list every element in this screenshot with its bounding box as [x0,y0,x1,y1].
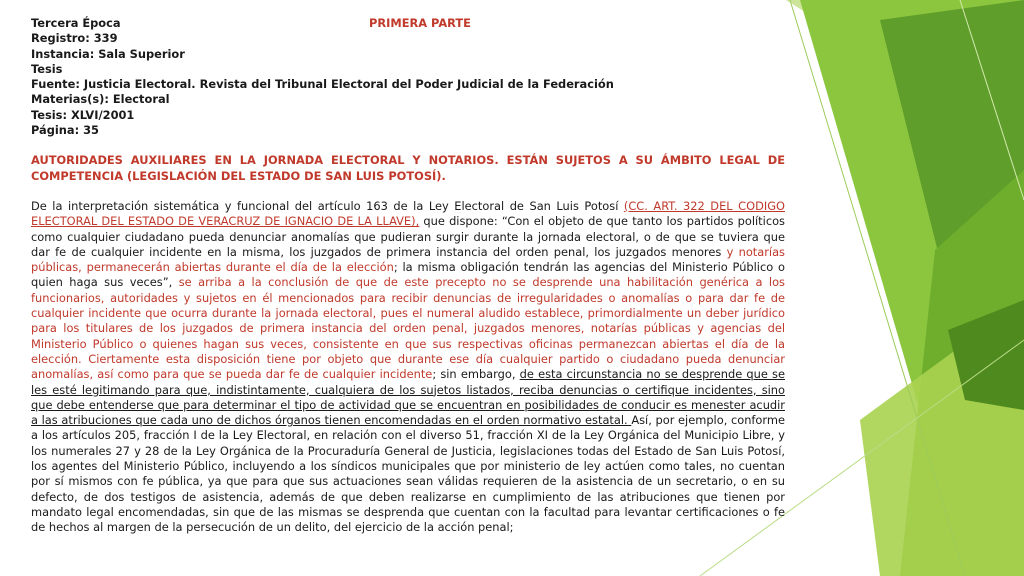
header-first-line [31,16,785,31]
spacer [31,138,785,153]
body-segment-1: De la interpretación sistemática y funcional del artículo 163 de la Ley Electoral de San Luis Potosí [31,198,624,213]
body-segment-5: ; la misma obligación tendrán las agencias del Ministerio Público o quien haga sus veces”, [31,260,785,290]
spacer [31,184,785,199]
pagina-line: Página: 35 [31,123,99,138]
underlined-passage: de esta circunstancia no se desprende que se les esté legitimando para que, indistintamente, cualquiera de los sujetos listados, reciba denuncias o certifique incidentes, sino que debe entenderse que para determinar el tipo de actividad que se encuentran en posibilidades de conducir es menester acudir a las atribuciones que cada uno de dichos órganos tienen encomendadas en el orden normativo estatal. [31,367,785,428]
instancia-line: Instancia: Sala Superior [31,46,185,61]
cross-reference-link: (CC. ART. 322 DEL CODIGO ELECTORAL DEL ESTADO DE VERACRUZ DE IGNACIO DE LA LLAVE), [31,198,785,229]
body-segment-3: que dispone: “Con el objeto de que tanto los partidos políticos como cualquier ciudadano pueda denunciar anomalías que pudieran surgir durante la jornada electoral, o de que se tuviera que dar fe de cualquier incidente en la misma, los juzgados de primera instancia del orden penal, los juzgados menores [31,214,785,259]
thesis-heading: AUTORIDADES AUXILIARES EN LA JORNADA ELECTORAL Y NOTARIOS. ESTÁN SUJETOS A SU ÁMBITO LEGAL DE COMPETENCIA (LEGISLACIÓN DEL ESTADO DE SAN LUIS POTOSÍ). [31,153,785,183]
tipo-line: Tesis [31,61,63,76]
thesis-body [31,199,785,536]
fuente-line: Fuente: Justicia Electoral. Revista del Tribunal Electoral del Poder Judicial de la Federación [31,77,614,92]
slide-content [31,16,785,536]
part-title: PRIMERA PARTE [369,16,471,30]
materias-line: Materias(s): Electoral [31,92,170,107]
body-segment-7: ; sin embargo, [432,367,520,382]
tesis-line: Tesis: XLVI/2001 [31,107,135,122]
highlight-notarias: y notarías públicas, permanecerán abiertas durante el día de la elección [31,244,785,275]
registro-line: Registro: 339 [31,31,118,46]
highlight-conclusion: se arriba a la conclusión de que de este precepto no se desprende una habilitación genérica a los funcionarios, autoridades y sujetos en él mencionados para recibir denuncias de irregularidades o anomalías o para dar fe de cualquier incidente que ocurra durante la jornada electoral, pues el numeral aludido establece, primordialmente un deber jurídico para los titulares de los juzgados de primera instancia del orden penal, juzgados menores, notarías públicas y agencias del Ministerio Público o quienes hagan sus veces, consistente en que sus respectivas oficinas permanezcan abiertas el día de la elección. Ciertamente esta disposición tiene por objeto que durante ese día cualquier partido o ciudadano pueda denunciar anomalías, así como para que se pueda dar fe de cualquier incidente [31,275,785,382]
epoca-label: Tercera Época [31,16,121,30]
body-segment-9: Así, por ejemplo, conforme a los artículos 205, fracción I de la Ley Electoral, en relación con el diverso 51, fracción XI de la Ley Orgánica del Municipio Libre, y los numerales 27 y 28 de la Ley Orgánica de la Procuraduría General de Justicia, legislaciones todas del Estado de San Luis Potosí, los agentes del Ministerio Público, incluyendo a los síndicos municipales que por ministerio de ley actúen como tales, no cuentan por sí mismos con fe pública, ya que para que sus actuaciones sean válidas requieren de la asistencia de un secretario, o en su defecto, de dos testigos de asistencia, además de que deben realizarse en cumplimiento de las atribuciones que tienen por mandato legal encomendadas, sin que de las mismas se desprenda que cuentan con la facultad para levantar certificaciones o fe de hechos al margen de la persecución de un delito, del ejercicio de la acción penal; [31,413,785,535]
